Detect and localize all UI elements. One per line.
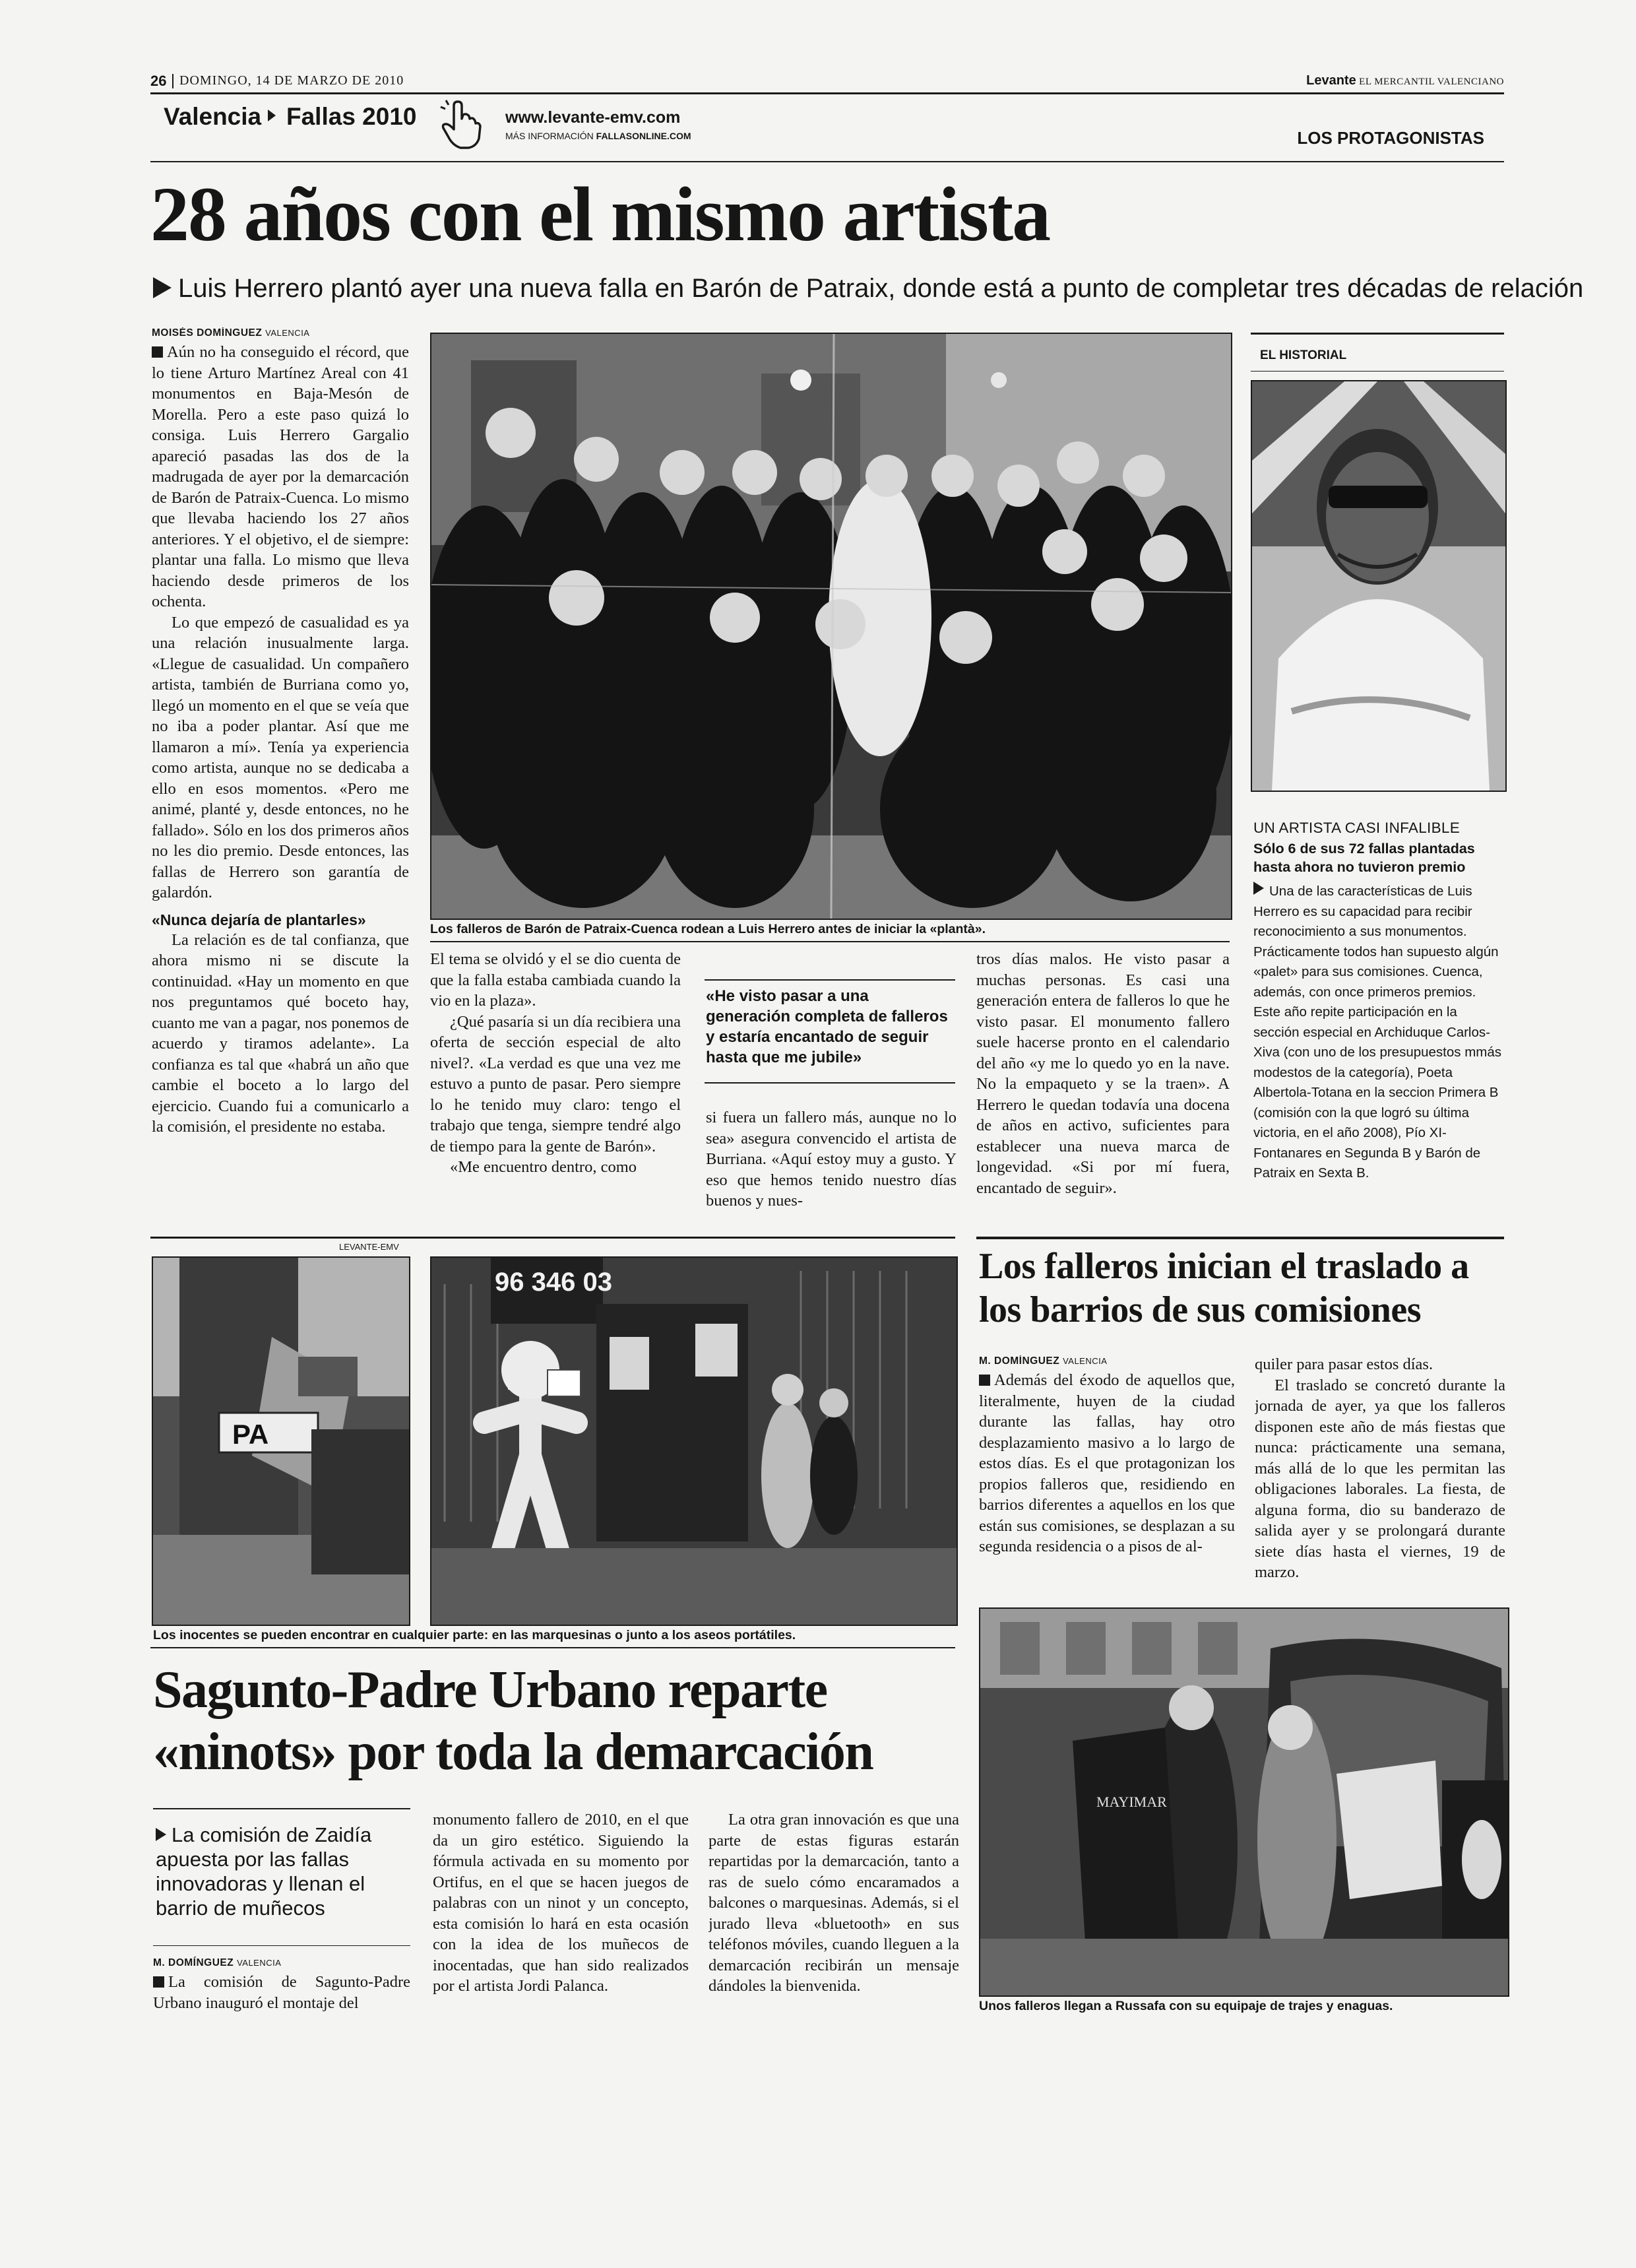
main-paragraph: Lo que empezó de casualidad es ya una relación inusualmente larga. «Llegue de casualidad. Un compañero artista, también de Burriana como yo, llegó un momento en el que se veía que no iba a poder plantar. Así que me llamaron a mí». Tenía ya experiencia como artista, aunque no se dedicaba a ello en esos momentos. «Pero me animé, planté y, desde entonces, no he fallado». Sólo en los dos primeros años no les dio premio. Desde entonces, las fallas de Herrero son garantía de galardón.: [152, 613, 409, 901]
phone-sign-text: 96 346 03: [495, 1268, 612, 1297]
paragraph-square-icon: [152, 346, 163, 358]
traslado-photo-caption: Unos falleros llegan a Russafa con su equipaje de trajes y enaguas.: [979, 1999, 1393, 2013]
page-number: 26: [150, 73, 167, 89]
main-paragraph: si fuera un fallero más, aunque no lo sea» asegura convencido el artista de Burriana. «Aquí estoy muy a gusto. Y eso que hemos tenido nuestro días buenos y nues-: [706, 1109, 957, 1210]
ninot-paragraph: monumento fallero de 2010, en el que da un giro estético. Siguiendo la fórmula activada en su momento por Ortifus, en el que se hacen juegos de palabras con un ninot y un concepto, esta comisión lo hará en esta ocasión con la idea de los muñecos de inocentadas, que han sido realizados por el artista Jordi Palanca.: [433, 1811, 689, 1995]
sidebar-portrait-photo: [1251, 380, 1507, 792]
main-paragraph: El tema se olvidó y el se dio cuenta de que la falla estaba cambiada cuando la vio en la plaza».: [430, 950, 681, 1010]
masthead-brand: Levante: [1306, 73, 1356, 88]
byline-city: VALENCIA: [1063, 1356, 1108, 1366]
ninot-paragraph: La otra gran innovación es que una parte de estas figuras estarán repartidas por la demarcación, tanto a ras de suelo cómo encaramados a balcones o marquesinas. Además, si el jurado lleva «bluetooth» en sus teléfonos móviles, cuando lleguen a la demarcación recibirán un mensaje dándoles la bienvenida.: [708, 1811, 959, 1995]
more-info: [505, 131, 691, 141]
masthead: [1306, 73, 1504, 88]
main-paragraph: tros días malos. He visto pasar a muchas personas. Es casi una generación entera de falleros lo que he visto pasar. El monumento fallero suele hacerse pronto en el calendario del año «y me lo quedo yo en la nave. No la empaqueto y se la traen». A Herrero le quedan todavía una docena de años en activo, suficientes para establecer una nueva marca de longevidad. «Si por mí fuera, encantado de seguir».: [976, 950, 1230, 1197]
ninot-byline: [153, 1957, 410, 1969]
photo-credit: LEVANTE-EMV: [339, 1242, 399, 1252]
sidebar-label: EL HISTORIAL: [1260, 348, 1347, 362]
main-subhead: «Nunca dejaría de plantarles»: [152, 911, 366, 928]
ninot-headline-line1: Sagunto-Padre Urbano reparte: [153, 1661, 827, 1719]
traslado-paragraph: quiler para pasar estos días.: [1255, 1355, 1433, 1373]
main-headline: 28 años con el mismo artista: [150, 171, 1050, 257]
sidebar-kicker: UN ARTISTA CASI INFALIBLE: [1253, 820, 1461, 836]
ninot-col2: [433, 1809, 689, 2027]
main-deck: [153, 272, 1584, 305]
main-group-photo: [430, 333, 1232, 920]
section-name: Valencia: [164, 103, 262, 130]
ninot-photo-right: [430, 1256, 958, 1626]
pull-quote: «He visto pasar a una generación completa de falleros y estaría encantado de seguir hasta que me jubile»: [706, 987, 948, 1066]
traslado-col1: [979, 1355, 1235, 1586]
bag-label-text: MAYIMAR: [1096, 1794, 1167, 1810]
ninot-headline: [153, 1659, 971, 1783]
more-info-prefix: MÁS INFORMACIÓN: [505, 131, 594, 141]
ninot-col1: [153, 1957, 410, 2013]
deck-triangle-icon: [153, 277, 172, 298]
ninot-photo-caption: Los inocentes se pueden encontrar en cualquier parte: en las marquesinas o junto a los aseos portátiles.: [153, 1628, 796, 1642]
sidebar-title: Sólo 6 de sus 72 fallas plantadas hasta ahora no tuvieron premio: [1253, 841, 1475, 875]
traslado-photo: [979, 1607, 1509, 1997]
main-paragraph: Aún no ha conseguido el récord, que lo tiene Arturo Martínez Areal con 41 monumentos en Baja-Mesón de Morella. Pero a este paso quizá lo consiga. Luis Herrero Gargalio apareció pasadas las dos de la madrugada de ayer por la demarcación de Barón de Patraix-Cuenca. Lo mismo que llevaba haciendo los 27 años anteriores. Y el objetivo, el de siempre: plantar una falla. Lo mismo que lleva haciendo desde primeros de los ochenta.: [152, 343, 409, 610]
ninot-paragraph: La comisión de Sagunto-Padre Urbano inauguró el montaje del: [153, 1973, 410, 2012]
main-article-col1: [152, 327, 409, 1205]
pointer-hand-icon: [439, 99, 483, 152]
traslado-paragraph: El traslado se concretó durante la jornada de ayer, ya que los falleros disponen este año de más fiestas que nunca: prácticamente una semana, más allá de lo que les permitan las obligaciones laborales. La fiesta, de alguna forma, dio su banderazo de salida ayer y se prolongará durante siete días hasta el viernes, 19 de marzo.: [1255, 1376, 1505, 1581]
traslado-col2: [1255, 1354, 1505, 1592]
masthead-rest: EL MERCANTIL VALENCIANO: [1359, 77, 1504, 87]
chevron-right-icon: [268, 110, 276, 121]
main-article-col3: [706, 1107, 957, 1213]
ninot-sign-text: PA: [232, 1419, 269, 1450]
main-article-col4: [976, 949, 1230, 1213]
main-paragraph: «Me encuentro dentro, como: [450, 1158, 637, 1176]
main-article-col2: [430, 949, 681, 1213]
byline-city: VALENCIA: [237, 1958, 282, 1968]
main-byline: [152, 327, 409, 339]
section-bar: [164, 99, 1504, 158]
section-tag: LOS PROTAGONISTAS: [1297, 128, 1484, 148]
traslado-byline: [979, 1355, 1235, 1367]
paragraph-square-icon: [153, 1976, 164, 1988]
page-date: DOMINGO, 14 DE MARZO DE 2010: [179, 73, 404, 88]
main-paragraph: ¿Qué pasaría si un día recibiera una oferta de sección especial de alto nivel?. «La verdad es que una vez me estuvo a punto de pasar. Pero siempre lo he tenido muy claro: tengo el trabajo que tenga, siempre tendré algo de tiempo para la gente de Barón».: [430, 1012, 681, 1155]
byline-name: M. DOMÍNGUEZ: [153, 1957, 234, 1968]
paragraph-square-icon: [979, 1375, 990, 1386]
ninot-col3: [708, 1809, 959, 2027]
site-url[interactable]: www.levante-emv.com: [505, 108, 681, 127]
sidebar-triangle-icon: [1253, 882, 1264, 895]
main-paragraph: La relación es de tal confianza, que ahora mismo ni se discute la continuidad. «Hay un momento en que nos preguntamos qué boceto hay, cuanto me van a pagar, nos ponemos de acuerdo y tiramos adelante». La confianza es tal que «habrá un año que cambie el boceto a lo largo del ejercicio. Cuando fui a comunicarlo a la comisión, el presidente no estaba.: [152, 930, 409, 1136]
ninot-photo-left: [152, 1256, 410, 1626]
subsection-name: Fallas 2010: [286, 103, 417, 130]
byline-name: MOISÉS DOMÍNGUEZ: [152, 327, 263, 339]
page-header: [150, 69, 1504, 95]
byline-name: M. DOMÍNGUEZ: [979, 1355, 1060, 1367]
deck-triangle-icon: [156, 1828, 166, 1841]
main-deck-text: Luis Herrero plantó ayer una nueva falla en Barón de Patraix, donde está a punto de completar tres décadas de relación: [178, 274, 1584, 303]
traslado-headline: Los falleros inician el traslado a los barrios de sus comisiones: [979, 1246, 1469, 1330]
ninot-headline-line2: «ninots» por toda la demarcación: [153, 1723, 873, 1781]
more-info-site[interactable]: FALLASONLINE.COM: [596, 131, 691, 141]
byline-city: VALENCIA: [265, 328, 310, 338]
sidebar-text: Una de las características de Luis Herrero es su capacidad para recibir reconocimiento a sus monumentos. Prácticamente todos han supuesto algún «palet» para sus comisiones. Cuenca, además, con once primeros premios. Este año repite participación en la sección especial en Archiduque Carlos-Xiva (con uno de los presupuestos mmás modestos de la categoría), Poeta Albertola-Totana en la seccion Primera B (comisión con la que logró su última victoria, en el año 2008), Pío XI-Fontanares en Segunda B y Barón de Patraix en Sexta B.: [1253, 882, 1504, 1184]
ninot-deck: La comisión de Zaidía apuesta por las fallas innovadoras y llenan el barrio de muñecos: [156, 1823, 372, 1920]
main-photo-caption: Los falleros de Barón de Patraix-Cuenca rodean a Luis Herrero antes de iniciar la «plantà».: [430, 922, 986, 936]
traslado-paragraph: Además del éxodo de aquellos que, literalmente, huyen de la ciudad durante las fallas, hay otro desplazamiento masivo a lo largo de estos días. Es el que protagonizan los propios falleros que, residiendo en barrios diferentes a aquellos en los que están sus comisiones, se desplazan a su segunda residencia o a pisos de al-: [979, 1371, 1235, 1555]
